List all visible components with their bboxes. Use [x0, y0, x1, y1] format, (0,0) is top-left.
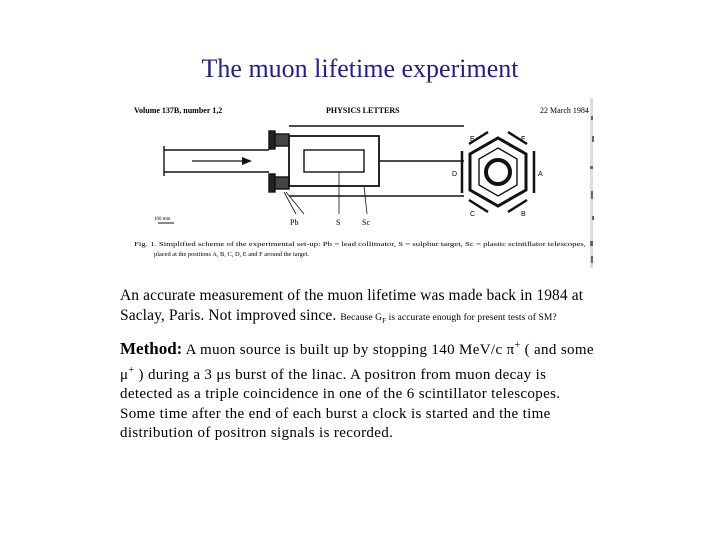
side-view — [164, 126, 464, 214]
figure-journal: PHYSICS LETTERS — [326, 106, 400, 115]
method-label: Method: — [120, 339, 183, 358]
label-f: F — [521, 136, 526, 143]
figure-volume: Volume 137B, number 1,2 — [134, 106, 223, 115]
mu-symbol: μ — [120, 366, 129, 383]
pi-symbol: π — [506, 342, 515, 358]
label-b: B — [521, 211, 526, 218]
scale-bar — [154, 217, 174, 223]
hexagon-view — [462, 132, 534, 212]
figure-scan — [124, 96, 598, 272]
label-s: S — [336, 218, 341, 227]
label-e: E — [470, 136, 475, 143]
intro-paragraph: An accurate measurement of the muon lifetime was made back in 1984 at Saclay, Paris. Not improved since. Because $G_F$ is accurate enough for present tests of SM? — [120, 287, 584, 325]
label-pb: Pb — [290, 218, 299, 227]
setup-diagram — [124, 96, 598, 272]
label-d: D — [452, 171, 458, 178]
figure-date: 22 March 1984 — [540, 106, 589, 115]
svg-text:100 mm: 100 mm — [154, 217, 171, 222]
label-sc: Sc — [362, 218, 370, 227]
beam-arrow — [192, 157, 252, 165]
method-paragraph: Method: A muon source is built up by stopping 140 MeV/c π+ ( and some μ+ ) during a 3 μs burst of the linac. A positron from muon decay is detected as a triple coincidence in one of the 6 scintillator telescopes. Some time after the end of each burst a clock is started and the time distribution of positron signals is recorded. — [120, 339, 594, 441]
slide-title: The muon lifetime experiment — [201, 54, 519, 83]
gf-note: Because $G_F$ is accurate enough for present tests of SM? — [340, 313, 557, 325]
label-c: C — [470, 211, 476, 218]
figure-caption-line1: Fig. 1. Simplified scheme of the experimental set-up: Pb = lead collimator, S = sulphur target, Sc = plastic scintillator telescopes, — [134, 241, 587, 248]
figure-caption-line2: placed at the positions A, B, C, D, E and F around the target. — [154, 251, 310, 258]
label-a: A — [538, 171, 543, 178]
mu-symbol: μ — [216, 366, 225, 383]
scan-edge — [590, 98, 594, 268]
